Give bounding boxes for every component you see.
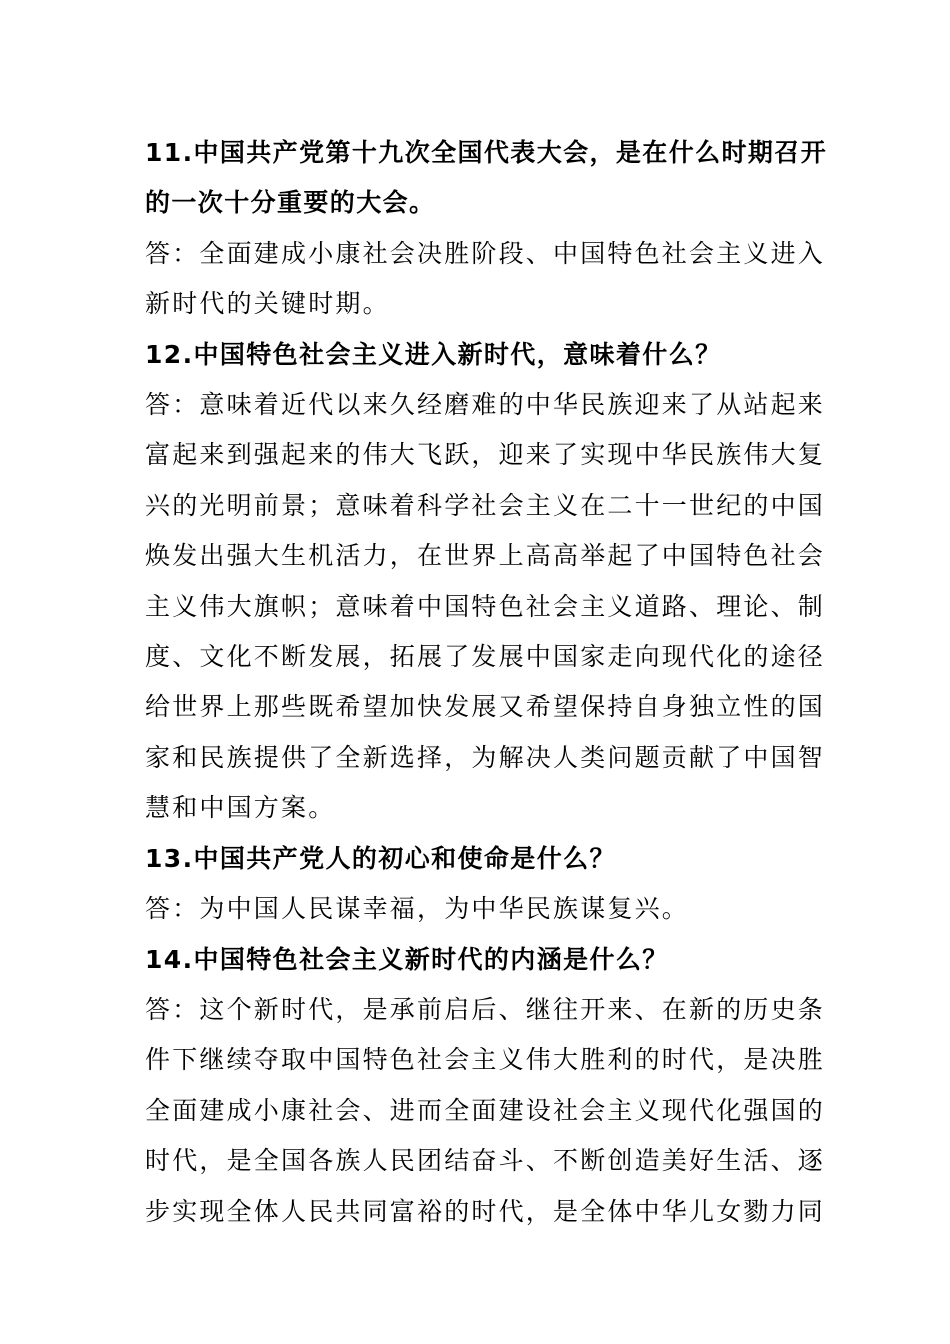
text-line: 11.中国共产党第十九次全国代表大会，是在什么时期召开 xyxy=(145,138,828,167)
text-line: 答：全面建成小康社会决胜阶段、中国特色社会主义进入 xyxy=(145,238,826,268)
answer-paragraph xyxy=(145,985,826,1237)
text-line: 给世界上那些既希望加快发展又希望保持自身独立性的国 xyxy=(145,692,826,722)
text-line: 答：为中国人民谋幸福，为中华民族谋复兴。 xyxy=(145,894,690,924)
text-line: 的一次十分重要的大会。 xyxy=(145,188,436,218)
text-line: 13.中国共产党人的初心和使命是什么？ xyxy=(145,843,616,873)
text-line: 富起来到强起来的伟大飞跃，迎来了实现中华民族伟大复 xyxy=(145,440,826,470)
answer-paragraph xyxy=(145,380,826,834)
text-line: 12.中国特色社会主义进入新时代，意味着什么？ xyxy=(145,339,722,369)
text-line: 全面建成小康社会、进而全面建设社会主义现代化强国的 xyxy=(145,1095,826,1125)
qa-item-11 xyxy=(145,128,828,330)
text-line: 14.中国特色社会主义新时代的内涵是什么？ xyxy=(145,944,669,974)
text-line: 答：这个新时代，是承前启后、继往开来、在新的历史条 xyxy=(145,994,826,1024)
text-line: 度、文化不断发展，拓展了发展中国家走向现代化的途径 xyxy=(145,642,826,672)
text-line: 步实现全体人民共同富裕的时代，是全体中华儿女勠力同 xyxy=(145,1196,826,1226)
text-line: 件下继续夺取中国特色社会主义伟大胜利的时代，是决胜 xyxy=(145,1045,826,1075)
text-line: 焕发出强大生机活力，在世界上高高举起了中国特色社会 xyxy=(145,541,826,571)
question-heading xyxy=(145,128,828,229)
qa-item-12 xyxy=(145,330,826,834)
text-line: 新时代的关键时期。 xyxy=(145,289,390,319)
text-line: 兴的光明前景；意味着科学社会主义在二十一世纪的中国 xyxy=(145,490,826,520)
text-line: 主义伟大旗帜；意味着中国特色社会主义道路、理论、制 xyxy=(145,591,826,621)
text-line: 答：意味着近代以来久经磨难的中华民族迎来了从站起来 xyxy=(145,390,826,420)
question-heading xyxy=(145,330,807,380)
text-line: 时代，是全国各族人民团结奋斗、不断创造美好生活、逐 xyxy=(145,1146,826,1176)
answer-paragraph xyxy=(145,229,826,330)
answer-paragraph xyxy=(145,884,807,934)
text-line: 家和民族提供了全新选择，为解决人类问题贡献了中国智 xyxy=(145,742,826,772)
question-heading xyxy=(145,935,807,985)
question-heading xyxy=(145,834,807,884)
qa-item-13 xyxy=(145,834,807,935)
document-page xyxy=(145,128,828,1237)
qa-item-14 xyxy=(145,935,826,1237)
text-line: 慧和中国方案。 xyxy=(145,793,336,823)
